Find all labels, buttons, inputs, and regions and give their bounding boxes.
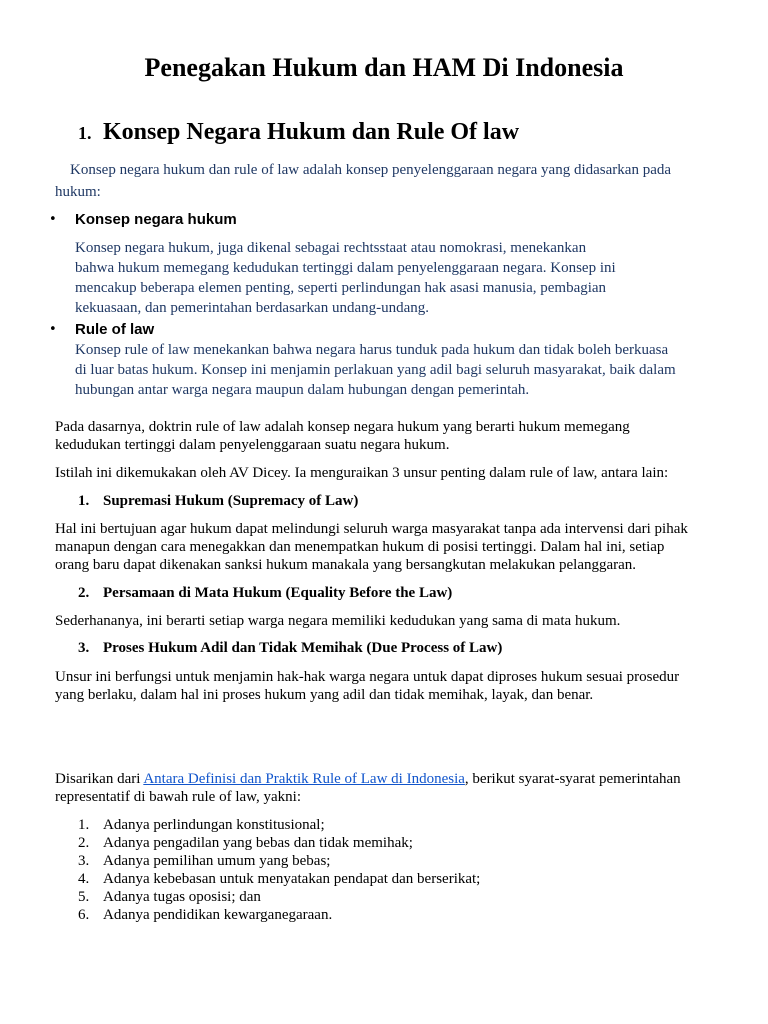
paragraph-line: Hal ini bertujuan agar hukum dapat melindungi seluruh warga masyarakat tanpa ada intervensi dari pihak bbox=[55, 521, 688, 537]
numbered-subheading bbox=[0, 492, 768, 510]
intro-paragraph bbox=[55, 159, 671, 203]
paragraph bbox=[55, 418, 630, 454]
bullet-body-line: mencakup beberapa elemen penting, seperti perlindungan hak asasi manusia, pembagian bbox=[75, 280, 607, 296]
paragraph-line: Sederhananya, ini berarti setiap warga negara memiliki kedudukan yang sama di mata hukum. bbox=[55, 613, 621, 629]
intro-line: hukum: bbox=[55, 184, 101, 200]
list-item-text: Adanya tugas oposisi; dan bbox=[103, 889, 261, 905]
paragraph bbox=[55, 612, 620, 630]
list-item bbox=[0, 906, 768, 924]
intro-line: Konsep negara hukum dan rule of law adalah konsep penyelenggaraan negara yang didasarkan pada bbox=[70, 162, 672, 178]
section-heading bbox=[0, 118, 768, 146]
numbered-subheading bbox=[0, 639, 768, 657]
list-number: 6. bbox=[78, 907, 90, 923]
source-paragraph bbox=[55, 770, 681, 806]
bullet-body-line: kekuasaan, dan pemerintahan berdasarkan undang-undang. bbox=[75, 300, 430, 316]
bullet-body-line: bahwa hukum memegang kedudukan tertinggi dalam penyelenggaraan negara. Konsep ini bbox=[75, 260, 616, 276]
list-number: 4. bbox=[78, 871, 90, 887]
bullet-item-konsep-negara-hukum bbox=[0, 211, 768, 229]
section-title: Konsep Negara Hukum dan Rule Of law bbox=[103, 119, 520, 145]
paragraph-line: Istilah ini dikemukakan oleh AV Dicey. Ia menguraikan 3 unsur penting dalam rule of law, antara lain: bbox=[55, 465, 669, 481]
source-line: representatif di bawah rule of law, yakni: bbox=[55, 789, 302, 805]
paragraph bbox=[55, 668, 679, 704]
source-suffix: , berikut syarat-syarat pemerintahan bbox=[464, 771, 681, 787]
paragraph-line: manapun dengan cara menegakkan dan menempatkan hukum di posisi tertinggi. Dalam hal ini, setiap bbox=[55, 539, 665, 555]
list-item bbox=[0, 834, 768, 852]
bullet-icon: • bbox=[49, 212, 57, 227]
list-number: 1. bbox=[78, 817, 90, 833]
bullet-heading: Konsep negara hukum bbox=[75, 211, 237, 228]
numbered-subheading bbox=[0, 584, 768, 602]
bullet-body-line: hubungan antar warga negara maupun dalam hubungan dengan pemerintah. bbox=[75, 382, 530, 398]
bullet-body-line: di luar batas hukum. Konsep ini menjamin perlakuan yang adil bagi seluruh masyarakat, baik dalam bbox=[75, 362, 676, 378]
list-item-text: Adanya pengadilan yang bebas dan tidak memihak; bbox=[103, 835, 413, 851]
list-item-text: Adanya pendidikan kewarganegaraan. bbox=[103, 907, 333, 923]
paragraph-line: orang baru dapat dikenakan sanksi hukum manakala yang bersangkutan melakukan pelanggaran. bbox=[55, 557, 637, 573]
bullet-body bbox=[75, 238, 616, 318]
list-item-text: Adanya pemilihan umum yang bebas; bbox=[103, 853, 331, 869]
list-number: 5. bbox=[78, 889, 90, 905]
paragraph-line: Unsur ini berfungsi untuk menjamin hak-hak warga negara untuk dapat diproses hukum sesuai prosedur bbox=[55, 669, 680, 685]
paragraph-line: kedudukan tertinggi dalam penyelenggaraan suatu negara hukum. bbox=[55, 437, 450, 453]
subheading-text: Persamaan di Mata Hukum (Equality Before the Law) bbox=[103, 585, 453, 601]
subheading-text: Proses Hukum Adil dan Tidak Memihak (Due Process of Law) bbox=[103, 640, 503, 656]
list-number: 2. bbox=[78, 585, 90, 601]
paragraph bbox=[55, 464, 668, 482]
list-item bbox=[0, 888, 768, 906]
requirements-list bbox=[0, 816, 768, 924]
paragraph-line: yang berlaku, dalam hal ini proses hukum yang adil dan tidak memihak, layak, dan benar. bbox=[55, 687, 594, 703]
list-item bbox=[0, 870, 768, 888]
bullet-heading: Rule of law bbox=[75, 321, 155, 338]
list-item bbox=[0, 852, 768, 870]
source-link[interactable]: Antara Definisi dan Praktik Rule of Law di Indonesia bbox=[143, 771, 465, 787]
bullet-body-line: Konsep negara hukum, juga dikenal sebagai rechtsstaat atau nomokrasi, menekankan bbox=[75, 240, 587, 256]
bullet-icon: • bbox=[49, 322, 57, 337]
list-item-text: Adanya kebebasan untuk menyatakan pendapat dan berserikat; bbox=[103, 871, 481, 887]
list-item bbox=[0, 816, 768, 834]
paragraph bbox=[55, 520, 688, 574]
section-number: 1. bbox=[78, 123, 92, 143]
source-prefix: Disarikan dari bbox=[55, 771, 144, 787]
subheading-text: Supremasi Hukum (Supremacy of Law) bbox=[103, 493, 359, 509]
bullet-item-rule-of-law bbox=[0, 321, 768, 339]
source-line bbox=[55, 770, 681, 788]
list-number: 3. bbox=[78, 853, 90, 869]
document-title: Penegakan Hukum dan HAM Di Indonesia bbox=[144, 53, 624, 82]
list-number: 3. bbox=[78, 640, 90, 656]
list-number: 2. bbox=[78, 835, 90, 851]
paragraph-line: Pada dasarnya, doktrin rule of law adalah konsep negara hukum yang berarti hukum memegang bbox=[55, 419, 630, 435]
list-item-text: Adanya perlindungan konstitusional; bbox=[103, 817, 325, 833]
bullet-body bbox=[75, 340, 676, 400]
bullet-body-line: Konsep rule of law menekankan bahwa negara harus tunduk pada hukum dan tidak boleh berkuasa bbox=[75, 342, 669, 358]
list-number: 1. bbox=[78, 493, 90, 509]
